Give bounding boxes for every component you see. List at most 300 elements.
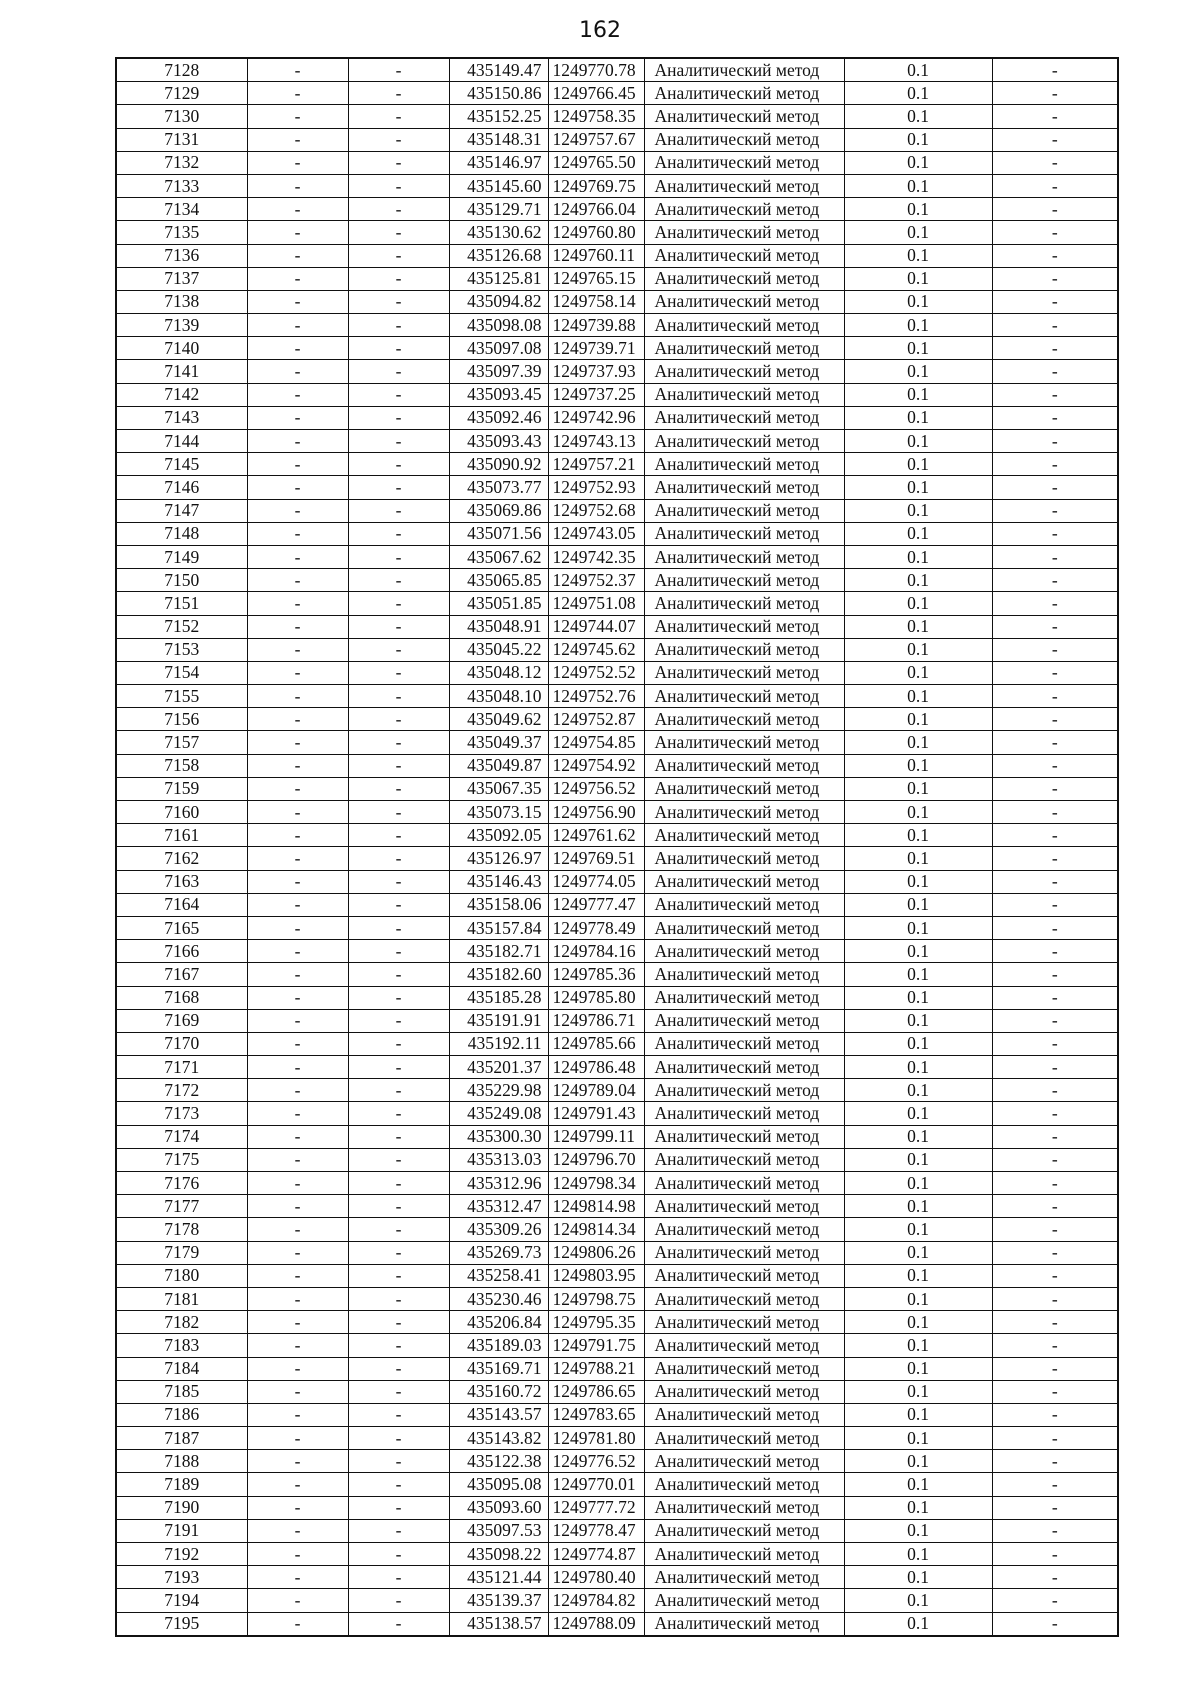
table-row xyxy=(116,174,1118,197)
table-row xyxy=(116,569,1118,592)
dash-cell-a: - xyxy=(247,1357,348,1380)
x-coordinate-cell: 435071.56 xyxy=(449,522,548,545)
method-cell: Аналитический метод xyxy=(644,1334,844,1357)
dash-cell-c: - xyxy=(992,1056,1118,1079)
dash-cell-a: - xyxy=(247,151,348,174)
point-number-cell: 7137 xyxy=(116,267,247,290)
accuracy-cell: 0.1 xyxy=(844,360,992,383)
method-cell: Аналитический метод xyxy=(644,731,844,754)
x-coordinate-cell: 435092.46 xyxy=(449,406,548,429)
dash-cell-c: - xyxy=(992,893,1118,916)
dash-cell-a: - xyxy=(247,940,348,963)
table-row xyxy=(116,383,1118,406)
page-number: 162 xyxy=(579,18,621,43)
y-coordinate-cell: 1249778.49 xyxy=(548,916,644,939)
point-number-cell: 7142 xyxy=(116,383,247,406)
method-cell: Аналитический метод xyxy=(644,1079,844,1102)
dash-cell-b: - xyxy=(348,453,449,476)
dash-cell-a: - xyxy=(247,801,348,824)
x-coordinate-cell: 435097.39 xyxy=(449,360,548,383)
y-coordinate-cell: 1249739.71 xyxy=(548,337,644,360)
point-number-cell: 7170 xyxy=(116,1032,247,1055)
x-coordinate-cell: 435126.68 xyxy=(449,244,548,267)
dash-cell-b: - xyxy=(348,522,449,545)
table-row xyxy=(116,1612,1118,1636)
table-row xyxy=(116,314,1118,337)
dash-cell-b: - xyxy=(348,963,449,986)
x-coordinate-cell: 435067.35 xyxy=(449,777,548,800)
dash-cell-c: - xyxy=(992,337,1118,360)
accuracy-cell: 0.1 xyxy=(844,174,992,197)
method-cell: Аналитический метод xyxy=(644,522,844,545)
point-number-cell: 7162 xyxy=(116,847,247,870)
y-coordinate-cell: 1249744.07 xyxy=(548,615,644,638)
dash-cell-c: - xyxy=(992,1357,1118,1380)
dash-cell-c: - xyxy=(992,545,1118,568)
y-coordinate-cell: 1249795.35 xyxy=(548,1311,644,1334)
method-cell: Аналитический метод xyxy=(644,1241,844,1264)
x-coordinate-cell: 435093.60 xyxy=(449,1496,548,1519)
dash-cell-b: - xyxy=(348,1125,449,1148)
dash-cell-c: - xyxy=(992,870,1118,893)
y-coordinate-cell: 1249774.87 xyxy=(548,1543,644,1566)
x-coordinate-cell: 435095.08 xyxy=(449,1473,548,1496)
dash-cell-b: - xyxy=(348,1009,449,1032)
point-number-cell: 7186 xyxy=(116,1403,247,1426)
dash-cell-a: - xyxy=(247,128,348,151)
dash-cell-b: - xyxy=(348,1380,449,1403)
x-coordinate-cell: 435229.98 xyxy=(449,1079,548,1102)
table-row xyxy=(116,893,1118,916)
method-cell: Аналитический метод xyxy=(644,545,844,568)
method-cell: Аналитический метод xyxy=(644,198,844,221)
table-row xyxy=(116,801,1118,824)
dash-cell-a: - xyxy=(247,430,348,453)
x-coordinate-cell: 435182.60 xyxy=(449,963,548,986)
dash-cell-c: - xyxy=(992,1380,1118,1403)
dash-cell-a: - xyxy=(247,963,348,986)
method-cell: Аналитический метод xyxy=(644,1125,844,1148)
method-cell: Аналитический метод xyxy=(644,290,844,313)
table-row xyxy=(116,986,1118,1009)
dash-cell-a: - xyxy=(247,383,348,406)
accuracy-cell: 0.1 xyxy=(844,615,992,638)
accuracy-cell: 0.1 xyxy=(844,499,992,522)
point-number-cell: 7173 xyxy=(116,1102,247,1125)
method-cell: Аналитический метод xyxy=(644,592,844,615)
dash-cell-b: - xyxy=(348,731,449,754)
table-row xyxy=(116,731,1118,754)
point-number-cell: 7168 xyxy=(116,986,247,1009)
table-row xyxy=(116,1195,1118,1218)
dash-cell-c: - xyxy=(992,314,1118,337)
dash-cell-a: - xyxy=(247,754,348,777)
dash-cell-a: - xyxy=(247,1612,348,1636)
y-coordinate-cell: 1249785.66 xyxy=(548,1032,644,1055)
dash-cell-b: - xyxy=(348,1195,449,1218)
dash-cell-c: - xyxy=(992,522,1118,545)
dash-cell-b: - xyxy=(348,267,449,290)
dash-cell-b: - xyxy=(348,476,449,499)
method-cell: Аналитический метод xyxy=(644,499,844,522)
table-row xyxy=(116,360,1118,383)
method-cell: Аналитический метод xyxy=(644,1218,844,1241)
point-number-cell: 7151 xyxy=(116,592,247,615)
accuracy-cell: 0.1 xyxy=(844,314,992,337)
method-cell: Аналитический метод xyxy=(644,569,844,592)
table-row xyxy=(116,1566,1118,1589)
point-number-cell: 7144 xyxy=(116,430,247,453)
method-cell: Аналитический метод xyxy=(644,1403,844,1426)
table-row xyxy=(116,638,1118,661)
method-cell: Аналитический метод xyxy=(644,1612,844,1636)
y-coordinate-cell: 1249752.52 xyxy=(548,661,644,684)
accuracy-cell: 0.1 xyxy=(844,708,992,731)
dash-cell-c: - xyxy=(992,383,1118,406)
accuracy-cell: 0.1 xyxy=(844,1450,992,1473)
method-cell: Аналитический метод xyxy=(644,82,844,105)
y-coordinate-cell: 1249752.93 xyxy=(548,476,644,499)
dash-cell-c: - xyxy=(992,58,1118,82)
table-row xyxy=(116,1287,1118,1310)
table-row xyxy=(116,824,1118,847)
x-coordinate-cell: 435249.08 xyxy=(449,1102,548,1125)
method-cell: Аналитический метод xyxy=(644,406,844,429)
point-number-cell: 7150 xyxy=(116,569,247,592)
method-cell: Аналитический метод xyxy=(644,337,844,360)
point-number-cell: 7160 xyxy=(116,801,247,824)
accuracy-cell: 0.1 xyxy=(844,1287,992,1310)
table-row xyxy=(116,337,1118,360)
x-coordinate-cell: 435143.57 xyxy=(449,1403,548,1426)
method-cell: Аналитический метод xyxy=(644,128,844,151)
method-cell: Аналитический метод xyxy=(644,1589,844,1612)
table-row xyxy=(116,58,1118,82)
dash-cell-b: - xyxy=(348,754,449,777)
dash-cell-b: - xyxy=(348,545,449,568)
accuracy-cell: 0.1 xyxy=(844,151,992,174)
point-number-cell: 7171 xyxy=(116,1056,247,1079)
point-number-cell: 7175 xyxy=(116,1148,247,1171)
x-coordinate-cell: 435048.12 xyxy=(449,661,548,684)
table-row xyxy=(116,847,1118,870)
point-number-cell: 7182 xyxy=(116,1311,247,1334)
accuracy-cell: 0.1 xyxy=(844,1589,992,1612)
y-coordinate-cell: 1249781.80 xyxy=(548,1427,644,1450)
dash-cell-c: - xyxy=(992,430,1118,453)
accuracy-cell: 0.1 xyxy=(844,870,992,893)
dash-cell-c: - xyxy=(992,453,1118,476)
method-cell: Аналитический метод xyxy=(644,151,844,174)
dash-cell-a: - xyxy=(247,545,348,568)
x-coordinate-cell: 435073.77 xyxy=(449,476,548,499)
y-coordinate-cell: 1249756.52 xyxy=(548,777,644,800)
dash-cell-a: - xyxy=(247,406,348,429)
dash-cell-b: - xyxy=(348,105,449,128)
point-number-cell: 7149 xyxy=(116,545,247,568)
dash-cell-b: - xyxy=(348,128,449,151)
table-row xyxy=(116,221,1118,244)
method-cell: Аналитический метод xyxy=(644,1287,844,1310)
dash-cell-a: - xyxy=(247,476,348,499)
table-row xyxy=(116,661,1118,684)
accuracy-cell: 0.1 xyxy=(844,777,992,800)
accuracy-cell: 0.1 xyxy=(844,476,992,499)
accuracy-cell: 0.1 xyxy=(844,1009,992,1032)
dash-cell-a: - xyxy=(247,58,348,82)
y-coordinate-cell: 1249786.65 xyxy=(548,1380,644,1403)
point-number-cell: 7153 xyxy=(116,638,247,661)
dash-cell-c: - xyxy=(992,986,1118,1009)
table-row xyxy=(116,1172,1118,1195)
point-number-cell: 7161 xyxy=(116,824,247,847)
x-coordinate-cell: 435048.10 xyxy=(449,685,548,708)
method-cell: Аналитический метод xyxy=(644,314,844,337)
table-row xyxy=(116,754,1118,777)
point-number-cell: 7180 xyxy=(116,1264,247,1287)
dash-cell-a: - xyxy=(247,1589,348,1612)
dash-cell-a: - xyxy=(247,615,348,638)
table-row xyxy=(116,105,1118,128)
dash-cell-a: - xyxy=(247,198,348,221)
method-cell: Аналитический метод xyxy=(644,685,844,708)
accuracy-cell: 0.1 xyxy=(844,1172,992,1195)
point-number-cell: 7163 xyxy=(116,870,247,893)
dash-cell-a: - xyxy=(247,1195,348,1218)
y-coordinate-cell: 1249757.21 xyxy=(548,453,644,476)
table-row xyxy=(116,1148,1118,1171)
dash-cell-b: - xyxy=(348,1496,449,1519)
accuracy-cell: 0.1 xyxy=(844,58,992,82)
x-coordinate-cell: 435169.71 xyxy=(449,1357,548,1380)
dash-cell-a: - xyxy=(247,1009,348,1032)
dash-cell-b: - xyxy=(348,1148,449,1171)
point-number-cell: 7130 xyxy=(116,105,247,128)
dash-cell-c: - xyxy=(992,1566,1118,1589)
dash-cell-c: - xyxy=(992,708,1118,731)
dash-cell-b: - xyxy=(348,1589,449,1612)
accuracy-cell: 0.1 xyxy=(844,128,992,151)
method-cell: Аналитический метод xyxy=(644,661,844,684)
x-coordinate-cell: 435312.47 xyxy=(449,1195,548,1218)
table-row xyxy=(116,267,1118,290)
dash-cell-b: - xyxy=(348,569,449,592)
x-coordinate-cell: 435126.97 xyxy=(449,847,548,870)
y-coordinate-cell: 1249754.85 xyxy=(548,731,644,754)
y-coordinate-cell: 1249751.08 xyxy=(548,592,644,615)
x-coordinate-cell: 435269.73 xyxy=(449,1241,548,1264)
method-cell: Аналитический метод xyxy=(644,383,844,406)
dash-cell-a: - xyxy=(247,1287,348,1310)
point-number-cell: 7165 xyxy=(116,916,247,939)
point-number-cell: 7128 xyxy=(116,58,247,82)
accuracy-cell: 0.1 xyxy=(844,430,992,453)
table-row xyxy=(116,685,1118,708)
y-coordinate-cell: 1249760.11 xyxy=(548,244,644,267)
x-coordinate-cell: 435148.31 xyxy=(449,128,548,151)
dash-cell-c: - xyxy=(992,105,1118,128)
x-coordinate-cell: 435069.86 xyxy=(449,499,548,522)
dash-cell-c: - xyxy=(992,1148,1118,1171)
x-coordinate-cell: 435150.86 xyxy=(449,82,548,105)
y-coordinate-cell: 1249770.01 xyxy=(548,1473,644,1496)
y-coordinate-cell: 1249765.15 xyxy=(548,267,644,290)
dash-cell-c: - xyxy=(992,360,1118,383)
point-number-cell: 7185 xyxy=(116,1380,247,1403)
dash-cell-b: - xyxy=(348,661,449,684)
x-coordinate-cell: 435146.43 xyxy=(449,870,548,893)
dash-cell-b: - xyxy=(348,1473,449,1496)
y-coordinate-cell: 1249742.96 xyxy=(548,406,644,429)
point-number-cell: 7172 xyxy=(116,1079,247,1102)
table-row xyxy=(116,1102,1118,1125)
y-coordinate-cell: 1249757.67 xyxy=(548,128,644,151)
method-cell: Аналитический метод xyxy=(644,754,844,777)
table-row xyxy=(116,1334,1118,1357)
table-row xyxy=(116,1079,1118,1102)
table-row xyxy=(116,545,1118,568)
dash-cell-a: - xyxy=(247,1218,348,1241)
dash-cell-c: - xyxy=(992,1496,1118,1519)
y-coordinate-cell: 1249765.50 xyxy=(548,151,644,174)
dash-cell-b: - xyxy=(348,430,449,453)
accuracy-cell: 0.1 xyxy=(844,1496,992,1519)
dash-cell-c: - xyxy=(992,174,1118,197)
y-coordinate-cell: 1249783.65 xyxy=(548,1403,644,1426)
dash-cell-c: - xyxy=(992,476,1118,499)
table-row xyxy=(116,1543,1118,1566)
dash-cell-b: - xyxy=(348,1172,449,1195)
y-coordinate-cell: 1249806.26 xyxy=(548,1241,644,1264)
accuracy-cell: 0.1 xyxy=(844,221,992,244)
dash-cell-a: - xyxy=(247,82,348,105)
point-number-cell: 7152 xyxy=(116,615,247,638)
accuracy-cell: 0.1 xyxy=(844,82,992,105)
x-coordinate-cell: 435094.82 xyxy=(449,290,548,313)
method-cell: Аналитический метод xyxy=(644,244,844,267)
accuracy-cell: 0.1 xyxy=(844,1125,992,1148)
y-coordinate-cell: 1249784.82 xyxy=(548,1589,644,1612)
dash-cell-b: - xyxy=(348,1311,449,1334)
dash-cell-c: - xyxy=(992,1589,1118,1612)
dash-cell-b: - xyxy=(348,58,449,82)
accuracy-cell: 0.1 xyxy=(844,592,992,615)
y-coordinate-cell: 1249752.76 xyxy=(548,685,644,708)
table-row xyxy=(116,1218,1118,1241)
point-number-cell: 7147 xyxy=(116,499,247,522)
y-coordinate-cell: 1249737.93 xyxy=(548,360,644,383)
dash-cell-a: - xyxy=(247,916,348,939)
y-coordinate-cell: 1249814.34 xyxy=(548,1218,644,1241)
dash-cell-b: - xyxy=(348,708,449,731)
table-row xyxy=(116,940,1118,963)
x-coordinate-cell: 435206.84 xyxy=(449,1311,548,1334)
dash-cell-a: - xyxy=(247,267,348,290)
method-cell: Аналитический метод xyxy=(644,1172,844,1195)
y-coordinate-cell: 1249766.04 xyxy=(548,198,644,221)
x-coordinate-cell: 435149.47 xyxy=(449,58,548,82)
y-coordinate-cell: 1249786.71 xyxy=(548,1009,644,1032)
y-coordinate-cell: 1249758.14 xyxy=(548,290,644,313)
dash-cell-a: - xyxy=(247,314,348,337)
dash-cell-a: - xyxy=(247,337,348,360)
dash-cell-a: - xyxy=(247,986,348,1009)
x-coordinate-cell: 435073.15 xyxy=(449,801,548,824)
x-coordinate-cell: 435051.85 xyxy=(449,592,548,615)
dash-cell-c: - xyxy=(992,82,1118,105)
point-number-cell: 7181 xyxy=(116,1287,247,1310)
method-cell: Аналитический метод xyxy=(644,801,844,824)
dash-cell-a: - xyxy=(247,244,348,267)
y-coordinate-cell: 1249803.95 xyxy=(548,1264,644,1287)
x-coordinate-cell: 435313.03 xyxy=(449,1148,548,1171)
dash-cell-b: - xyxy=(348,151,449,174)
accuracy-cell: 0.1 xyxy=(844,290,992,313)
dash-cell-a: - xyxy=(247,1403,348,1426)
method-cell: Аналитический метод xyxy=(644,1519,844,1542)
dash-cell-a: - xyxy=(247,1264,348,1287)
accuracy-cell: 0.1 xyxy=(844,685,992,708)
accuracy-cell: 0.1 xyxy=(844,824,992,847)
accuracy-cell: 0.1 xyxy=(844,1566,992,1589)
y-coordinate-cell: 1249739.88 xyxy=(548,314,644,337)
dash-cell-a: - xyxy=(247,1311,348,1334)
dash-cell-c: - xyxy=(992,824,1118,847)
accuracy-cell: 0.1 xyxy=(844,267,992,290)
dash-cell-a: - xyxy=(247,1519,348,1542)
dash-cell-a: - xyxy=(247,1334,348,1357)
y-coordinate-cell: 1249752.37 xyxy=(548,569,644,592)
x-coordinate-cell: 435125.81 xyxy=(449,267,548,290)
method-cell: Аналитический метод xyxy=(644,1566,844,1589)
y-coordinate-cell: 1249745.62 xyxy=(548,638,644,661)
dash-cell-a: - xyxy=(247,1079,348,1102)
dash-cell-b: - xyxy=(348,1079,449,1102)
dash-cell-a: - xyxy=(247,105,348,128)
y-coordinate-cell: 1249766.45 xyxy=(548,82,644,105)
method-cell: Аналитический метод xyxy=(644,476,844,499)
accuracy-cell: 0.1 xyxy=(844,731,992,754)
method-cell: Аналитический метод xyxy=(644,453,844,476)
x-coordinate-cell: 435049.62 xyxy=(449,708,548,731)
y-coordinate-cell: 1249799.11 xyxy=(548,1125,644,1148)
point-number-cell: 7183 xyxy=(116,1334,247,1357)
accuracy-cell: 0.1 xyxy=(844,1032,992,1055)
dash-cell-b: - xyxy=(348,1450,449,1473)
x-coordinate-cell: 435146.97 xyxy=(449,151,548,174)
point-number-cell: 7157 xyxy=(116,731,247,754)
accuracy-cell: 0.1 xyxy=(844,545,992,568)
y-coordinate-cell: 1249754.92 xyxy=(548,754,644,777)
dash-cell-a: - xyxy=(247,1496,348,1519)
dash-cell-c: - xyxy=(992,1241,1118,1264)
dash-cell-a: - xyxy=(247,290,348,313)
point-number-cell: 7179 xyxy=(116,1241,247,1264)
method-cell: Аналитический метод xyxy=(644,638,844,661)
point-number-cell: 7132 xyxy=(116,151,247,174)
point-number-cell: 7192 xyxy=(116,1543,247,1566)
method-cell: Аналитический метод xyxy=(644,1496,844,1519)
method-cell: Аналитический метод xyxy=(644,1427,844,1450)
dash-cell-b: - xyxy=(348,314,449,337)
y-coordinate-cell: 1249756.90 xyxy=(548,801,644,824)
table-row xyxy=(116,1056,1118,1079)
dash-cell-c: - xyxy=(992,916,1118,939)
accuracy-cell: 0.1 xyxy=(844,198,992,221)
y-coordinate-cell: 1249791.75 xyxy=(548,1334,644,1357)
dash-cell-b: - xyxy=(348,1543,449,1566)
accuracy-cell: 0.1 xyxy=(844,940,992,963)
